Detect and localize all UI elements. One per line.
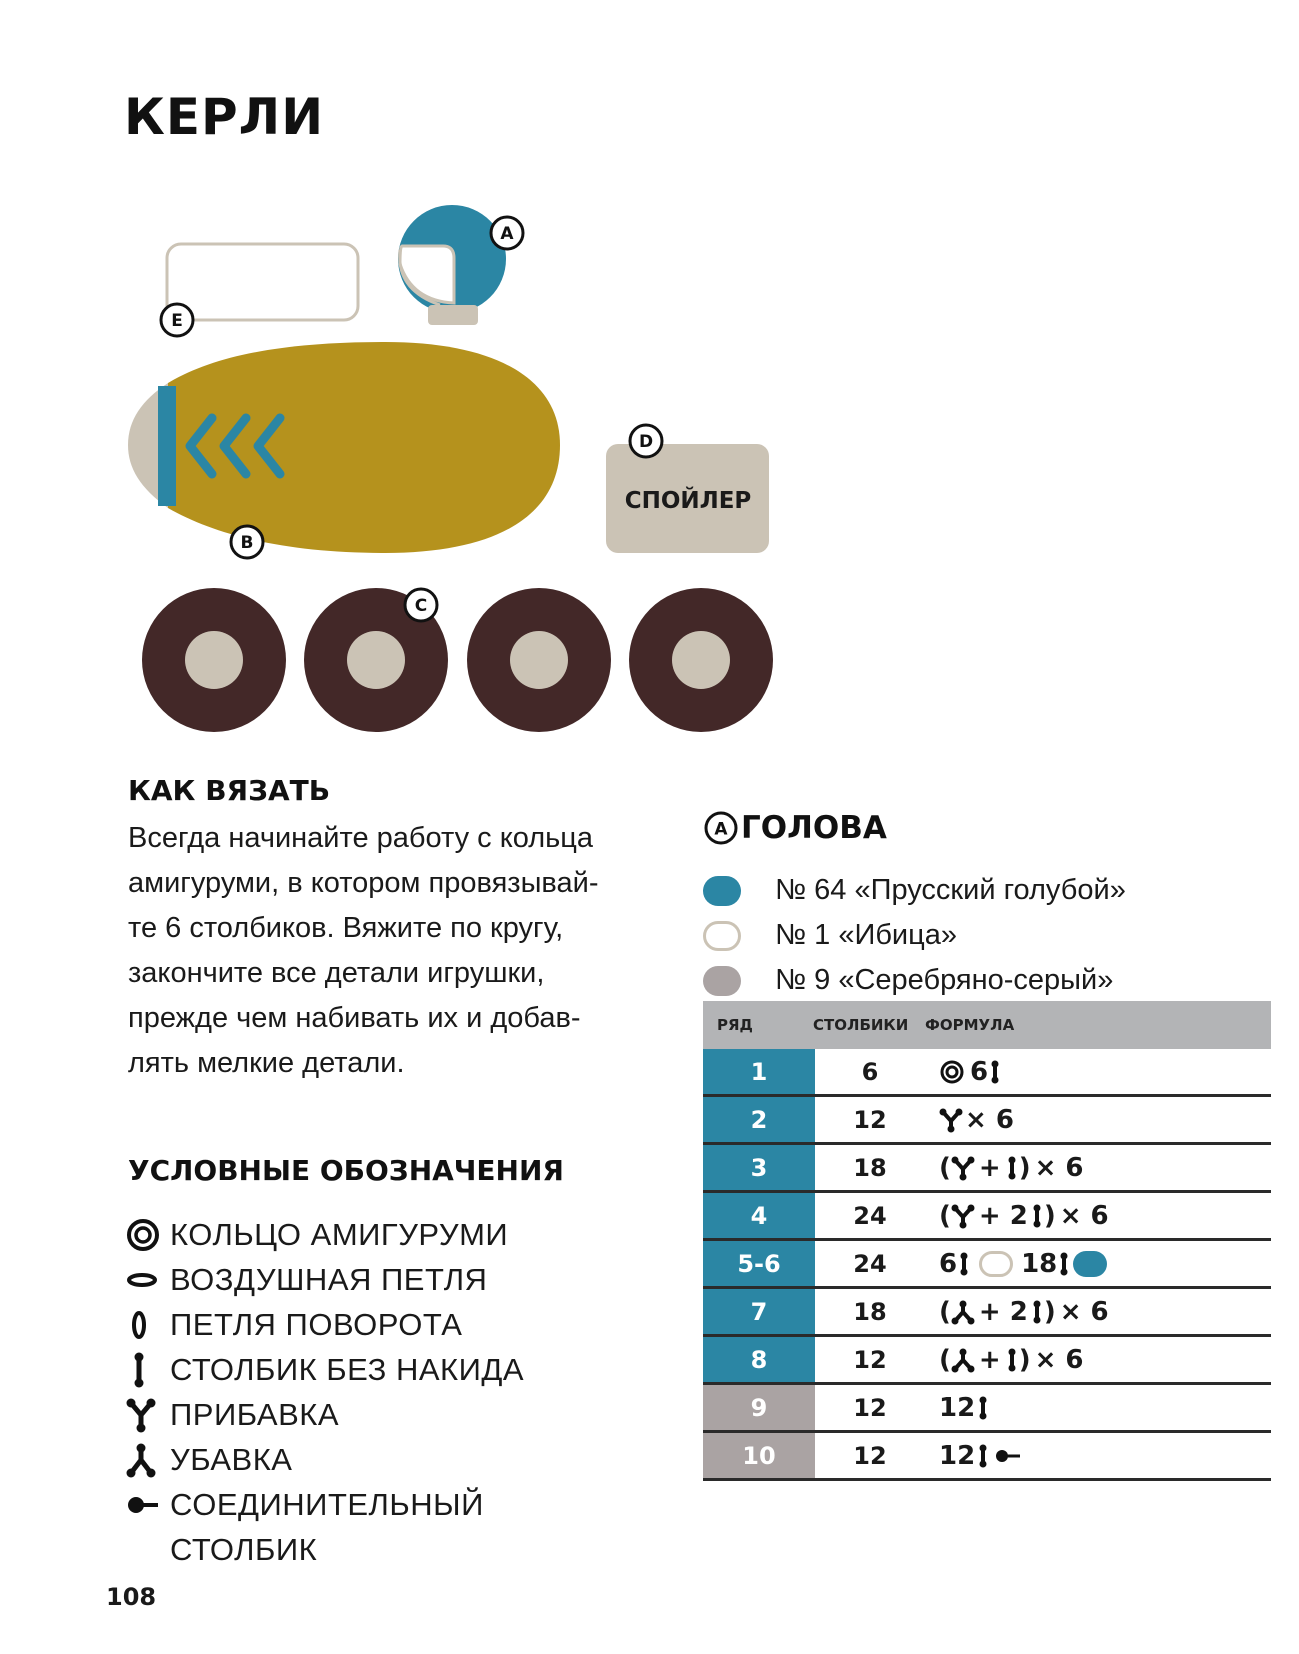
increase-icon <box>126 1397 170 1433</box>
table-row: 10 12 12 <box>703 1433 1271 1481</box>
legend-item: ПРИБАВКА <box>126 1392 524 1437</box>
single-crochet-icon <box>957 1251 971 1277</box>
yarn-swatch <box>703 921 741 951</box>
svg-text:A: A <box>714 819 728 840</box>
legend-item: ВОЗДУШНАЯ ПЕТЛЯ <box>126 1257 524 1302</box>
turning-chain-icon <box>126 1308 170 1342</box>
increase-icon <box>951 1203 975 1229</box>
table-row: 4 24 ( + 2 ) × 6 <box>703 1193 1271 1241</box>
single-crochet-icon <box>975 1443 991 1469</box>
table-row: 9 12 12 <box>703 1385 1271 1433</box>
table-row: 2 12 × 6 <box>703 1097 1271 1145</box>
yarn-item: № 64 «Прусский голубой» <box>703 868 1126 913</box>
increase-icon <box>939 1107 963 1133</box>
single-crochet-icon <box>1005 1347 1019 1373</box>
yarn-swatch <box>703 966 741 996</box>
page-title: КЕРЛИ <box>124 88 325 146</box>
part-c-shapes <box>142 588 773 732</box>
how-to-line: Всегда начинайте работу с кольца <box>128 822 594 854</box>
single-crochet-icon <box>1030 1203 1044 1229</box>
formula-cell: 12 <box>925 1385 1271 1430</box>
formula-cell: ( + ) × 6 <box>939 1152 1084 1183</box>
yarn-swatch-ibiza <box>979 1251 1013 1277</box>
part-title: ГОЛОВА <box>741 810 887 846</box>
part-b-shape <box>128 342 560 553</box>
decrease-icon <box>951 1347 975 1373</box>
marker-c <box>405 589 437 621</box>
formula-cell: ( + 2 ) × 6 <box>939 1296 1109 1327</box>
marker-b <box>231 526 263 558</box>
how-to-line: прежде чем набивать их и добав- <box>128 1002 581 1034</box>
table-header <box>703 1001 1271 1049</box>
magic-ring-icon <box>126 1218 170 1252</box>
marker-a-icon <box>703 810 739 846</box>
formula-cell: 6 18 <box>925 1241 1271 1286</box>
marker-e <box>161 304 193 336</box>
part-e-shape <box>167 244 358 320</box>
header-row: РЯД <box>717 1016 753 1034</box>
svg-text:C: C <box>414 596 428 616</box>
how-to-heading: КАК ВЯЗАТЬ <box>128 774 331 807</box>
legend-item-continuation: СТОЛБИК <box>170 1531 318 1567</box>
table-row: 5-6 24 6 18 <box>703 1241 1271 1289</box>
formula-cell: 6 <box>925 1049 1271 1094</box>
yarn-item: № 1 «Ибица» <box>703 913 1126 958</box>
yarn-item: № 9 «Серебряно-серый» <box>703 958 1126 1003</box>
legend-item: СТОЛБИК БЕЗ НАКИДА <box>126 1347 524 1392</box>
table-row: 3 18 ( + ) × 6 <box>703 1145 1271 1193</box>
pattern-table <box>703 1001 1271 1481</box>
formula-cell: × 6 <box>925 1097 1271 1142</box>
formula-cell: 12 <box>925 1433 1271 1478</box>
single-crochet-icon <box>975 1395 991 1421</box>
table-row: 1 6 6 <box>703 1049 1271 1097</box>
part-a-shape <box>398 205 506 325</box>
legend-item: ПЕТЛЯ ПОВОРОТА <box>126 1302 524 1347</box>
formula-cell: ( + ) × 6 <box>939 1344 1084 1375</box>
header-formula: ФОРМУЛА <box>925 1016 1015 1034</box>
svg-text:B: B <box>240 533 254 553</box>
single-crochet-icon <box>988 1059 1002 1085</box>
single-crochet-icon <box>1030 1299 1044 1325</box>
yarn-list <box>703 868 1126 1003</box>
spoiler-label: СПОЙЛЕР <box>624 488 752 514</box>
slip-stitch-icon <box>995 1448 1023 1464</box>
legend-item: КОЛЬЦО АМИГУРУМИ <box>126 1212 524 1257</box>
legend-item: УБАВКА <box>126 1437 524 1482</box>
yarn-swatch <box>703 876 741 906</box>
formula-cell: ( + 2 ) × 6 <box>939 1200 1109 1231</box>
decrease-icon <box>126 1442 170 1478</box>
table-row: 8 12 ( + ) × 6 <box>703 1337 1271 1385</box>
how-to-line: амигуруми, в котором провязывай- <box>128 867 599 899</box>
how-to-text <box>128 816 658 1086</box>
magic-ring-icon <box>939 1059 965 1085</box>
legend-item: СОЕДИНИТЕЛЬНЫЙ <box>126 1482 524 1527</box>
single-crochet-icon <box>1005 1155 1019 1181</box>
page-number: 108 <box>106 1583 157 1611</box>
how-to-line: лять мелкие детали. <box>128 1047 405 1079</box>
part-heading <box>703 810 887 846</box>
symbol-legend <box>126 1212 524 1572</box>
how-to-line: те 6 столбиков. Вяжите по кругу, <box>128 912 564 944</box>
single-crochet-icon <box>126 1352 170 1388</box>
curling-stone-parts-illustration <box>0 0 800 740</box>
how-to-line: закончите все детали игрушки, <box>128 957 545 989</box>
header-stitches: СТОЛБИКИ <box>813 1016 909 1034</box>
increase-icon <box>951 1155 975 1181</box>
slip-stitch-icon <box>126 1495 170 1515</box>
chain-stitch-icon <box>126 1270 170 1290</box>
legend-heading: УСЛОВНЫЕ ОБОЗНАЧЕНИЯ <box>128 1154 564 1187</box>
marker-d <box>630 425 662 457</box>
svg-text:E: E <box>171 311 183 331</box>
yarn-swatch-blue <box>1073 1251 1107 1277</box>
decrease-icon <box>951 1299 975 1325</box>
table-row: 7 18 ( + 2 ) × 6 <box>703 1289 1271 1337</box>
svg-text:D: D <box>638 432 654 452</box>
marker-a <box>491 217 523 249</box>
svg-text:A: A <box>500 224 514 244</box>
single-crochet-icon <box>1057 1251 1071 1277</box>
